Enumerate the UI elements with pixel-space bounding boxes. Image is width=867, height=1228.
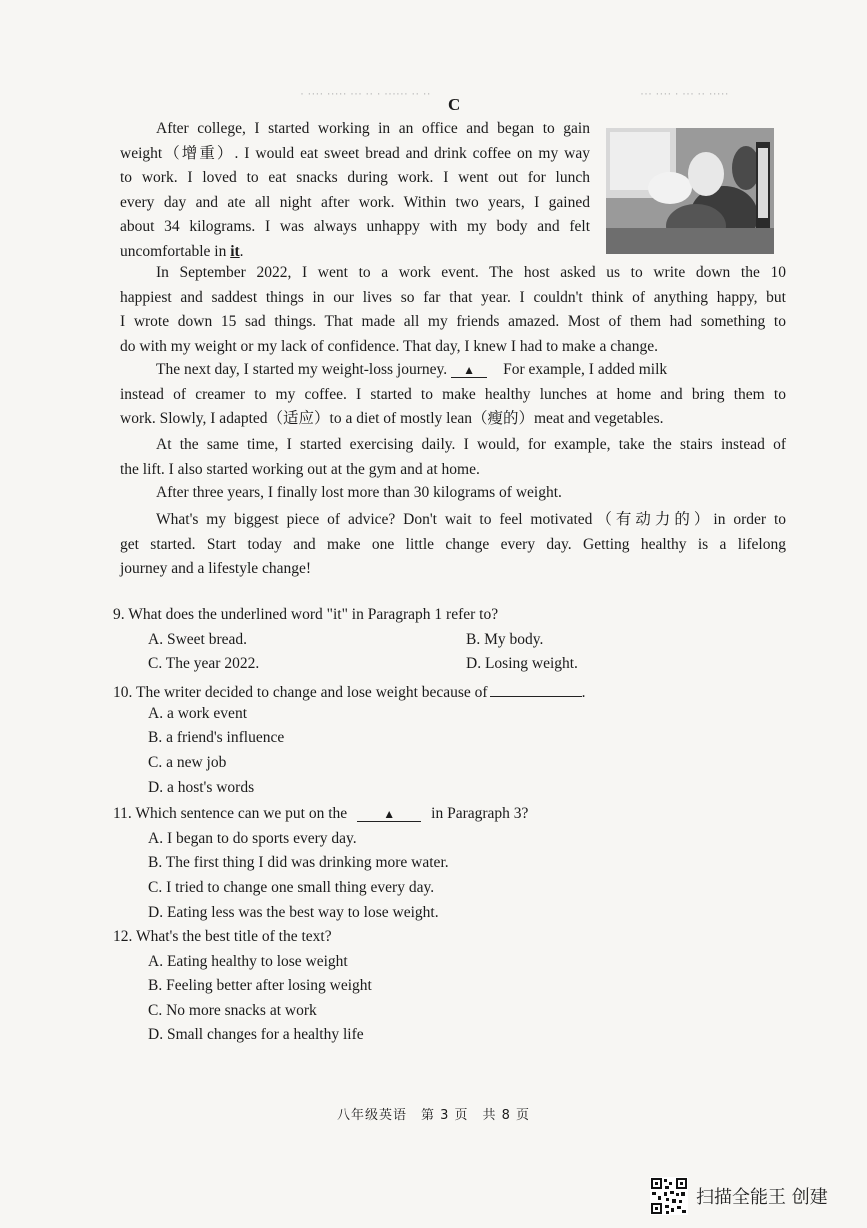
text-line: instead of creamer to my coffee. I started to make healthy lunches at home and bring them to — [120, 385, 786, 403]
text-line: weight（增重）. I would eat sweet bread and drink coffee on my way — [120, 144, 590, 162]
question-10-stem: 10. The writer decided to change and lose weight because of . — [113, 680, 585, 702]
text-line: At the same time, I started exercising daily. I would, for example, take the stairs instead of — [156, 436, 786, 453]
question-10-option-d[interactable]: D. a host's words — [148, 779, 255, 796]
text-line: happiest and saddest things in our lives so far that year. I couldn't think of anything happy, but — [120, 288, 786, 306]
underlined-word-it: it — [230, 242, 240, 260]
blank-marker: ▲ — [451, 363, 487, 378]
question-10-text: 10. The writer decided to change and lose weight because of — [113, 684, 488, 701]
page-footer: 八年级英语 第 3 页 共 8 页 — [336, 1108, 531, 1123]
text-fragment: uncomfortable in — [120, 242, 231, 260]
paragraph-1 — [120, 117, 590, 265]
text-fragment: . — [239, 242, 244, 260]
bleed-through-text: ····· ·· ··· · ···· ··· — [640, 86, 729, 100]
paragraph-6 — [120, 508, 786, 582]
blank-marker: ▲ — [357, 807, 421, 822]
text-line: What's my biggest piece of advice? Don't wait to feel motivated（有动力的）in order to — [156, 511, 786, 528]
question-10-option-a[interactable]: A. a work event — [148, 705, 247, 722]
photo-image — [606, 128, 774, 254]
question-11-option-b[interactable]: B. The first thing I did was drinking more water. — [148, 854, 449, 871]
text-line: I wrote down 15 sad things. That made all my friends amazed. Most of them had something to — [120, 313, 786, 331]
bleed-through-text: ·· ·· ······ · ·· ··· ····· ···· · — [300, 86, 431, 100]
question-12-option-a[interactable]: A. Eating healthy to lose weight — [148, 953, 348, 970]
question-12-option-b[interactable]: B. Feeling better after losing weight — [148, 977, 372, 994]
paragraph-2 — [120, 261, 786, 359]
question-12-stem: 12. What's the best title of the text? — [113, 928, 332, 945]
question-9-option-a[interactable]: A. Sweet bread. — [148, 631, 247, 648]
text-line: every day and ate all night after work. Within two years, I gained — [120, 193, 590, 211]
text-line: After college, I started working in an office and began to gain — [156, 120, 590, 137]
question-11-text: 11. Which sentence can we put on the — [113, 805, 348, 822]
text-fragment: The next day, I started my weight-loss journey. — [156, 361, 448, 378]
question-11-stem — [113, 805, 528, 823]
text-line: about 34 kilograms. I was always unhappy with my body and felt — [120, 218, 590, 236]
text-line: After three years, I finally lost more than 30 kilograms of weight. — [156, 484, 562, 501]
text-line: journey and a lifestyle change! — [120, 560, 312, 578]
paragraph-5 — [120, 481, 786, 506]
text-line: get started. Start today and make one little change every day. Getting healthy is a lifelong — [120, 535, 786, 553]
scanner-watermark — [650, 1176, 828, 1216]
question-11-text-end: in Paragraph 3? — [431, 805, 529, 822]
text-line: do with my weight or my lack of confidence. That day, I knew I had to make a change. — [120, 337, 659, 355]
question-11-option-c[interactable]: C. I tried to change one small thing every day. — [148, 879, 435, 896]
section-label: C — [448, 95, 461, 114]
text-line: In September 2022, I went to a work event. The host asked us to write down the 10 — [156, 264, 786, 281]
question-9-option-b[interactable]: B. My body. — [466, 631, 544, 648]
question-11-option-a[interactable]: A. I began to do sports every day. — [148, 830, 357, 847]
question-12-option-d[interactable]: D. Small changes for a healthy life — [148, 1026, 364, 1043]
article-photo — [606, 128, 774, 254]
question-9-stem: 9. What does the underlined word "it" in Paragraph 1 refer to? — [113, 606, 499, 623]
question-9-option-c[interactable]: C. The year 2022. — [148, 655, 260, 672]
text-line — [120, 358, 786, 383]
watermark-text: 扫描全能王 创建 — [696, 1187, 828, 1208]
qr-code-icon — [650, 1177, 688, 1215]
question-12-option-c[interactable]: C. No more snacks at work — [148, 1002, 317, 1019]
question-10-option-c[interactable]: C. a new job — [148, 754, 227, 771]
question-9-option-d[interactable]: D. Losing weight. — [466, 655, 578, 672]
text-fragment: For example, I added milk — [503, 361, 668, 378]
question-11-option-d[interactable]: D. Eating less was the best way to lose weight. — [148, 904, 439, 921]
paragraph-3 — [120, 358, 786, 432]
text-line: the lift. I also started working out at the gym and at home. — [120, 460, 480, 478]
paragraph-4 — [120, 433, 786, 482]
text-line: work. Slowly, I adapted（适应）to a diet of mostly lean（瘦的）meat and vegetables. — [120, 410, 664, 428]
question-10-option-b[interactable]: B. a friend's influence — [148, 729, 285, 746]
text-line: to work. I loved to eat snacks during work. I went out for lunch — [120, 169, 590, 187]
answer-blank — [490, 680, 582, 697]
